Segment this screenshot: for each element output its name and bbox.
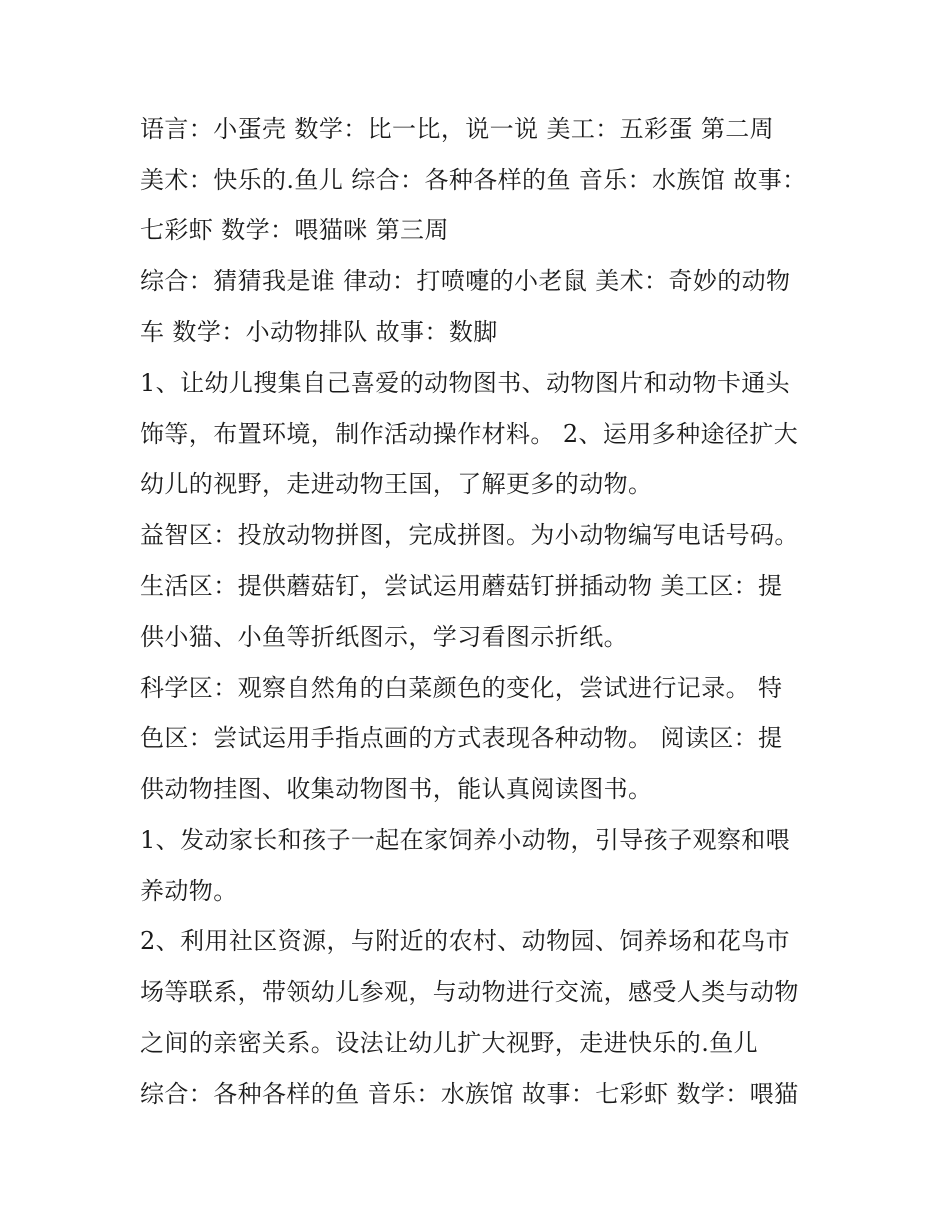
text-line: 1、让幼儿搜集自己喜爱的动物图书、动物图片和动物卡通头	[140, 369, 791, 397]
text-line: 2、利用社区资源，与附近的农村、动物园、饲养场和花鸟市	[140, 927, 791, 955]
text-line: 1、发动家长和孩子一起在家饲养小动物，引导孩子观察和喂	[140, 826, 791, 854]
text-line: 美术：快乐的.鱼儿 综合：各种各样的鱼 音乐：水族馆 故事：	[140, 166, 807, 194]
text-line: 饰等，布置环境，制作活动操作材料。 2、运用多种途径扩大	[140, 420, 799, 448]
text-line: 益智区：投放动物拼图，完成拼图。为小动物编写电话号码。	[140, 521, 799, 549]
text-line: 综合：各种各样的鱼 音乐：水族馆 故事：七彩虾 数学：喂猫	[140, 1080, 799, 1108]
text-line: 养动物。	[140, 877, 238, 905]
text-line: 供小猫、小鱼等折纸图示，学习看图示折纸。	[140, 623, 628, 651]
text-line: 科学区：观察自然角的白菜颜色的变化，尝试进行记录。 特	[140, 674, 783, 702]
text-line: 供动物挂图、收集动物图书，能认真阅读图书。	[140, 775, 653, 803]
text-line: 综合：猜猜我是谁 律动：打喷嚏的小老鼠 美术：奇妙的动物	[140, 267, 791, 295]
text-line: 生活区：提供蘑菇钉，尝试运用蘑菇钉拼插动物 美工区：提	[140, 572, 783, 600]
text-line: 色区：尝试运用手指点画的方式表现各种动物。 阅读区：提	[140, 724, 783, 752]
text-line: 七彩虾 数学：喂猫咪 第三周	[140, 216, 449, 244]
text-line: 场等联系，带领幼儿参观，与动物进行交流，感受人类与动物	[140, 978, 799, 1006]
text-line: 之间的亲密关系。设法让幼儿扩大视野，走进快乐的.鱼儿	[140, 1029, 759, 1057]
text-line: 幼儿的视野，走进动物王国，了解更多的动物。	[140, 470, 653, 498]
text-line: 车 数学：小动物排队 故事：数脚	[140, 318, 498, 346]
text-line: 语言：小蛋壳 数学：比一比，说一说 美工：五彩蛋 第二周	[140, 115, 775, 143]
